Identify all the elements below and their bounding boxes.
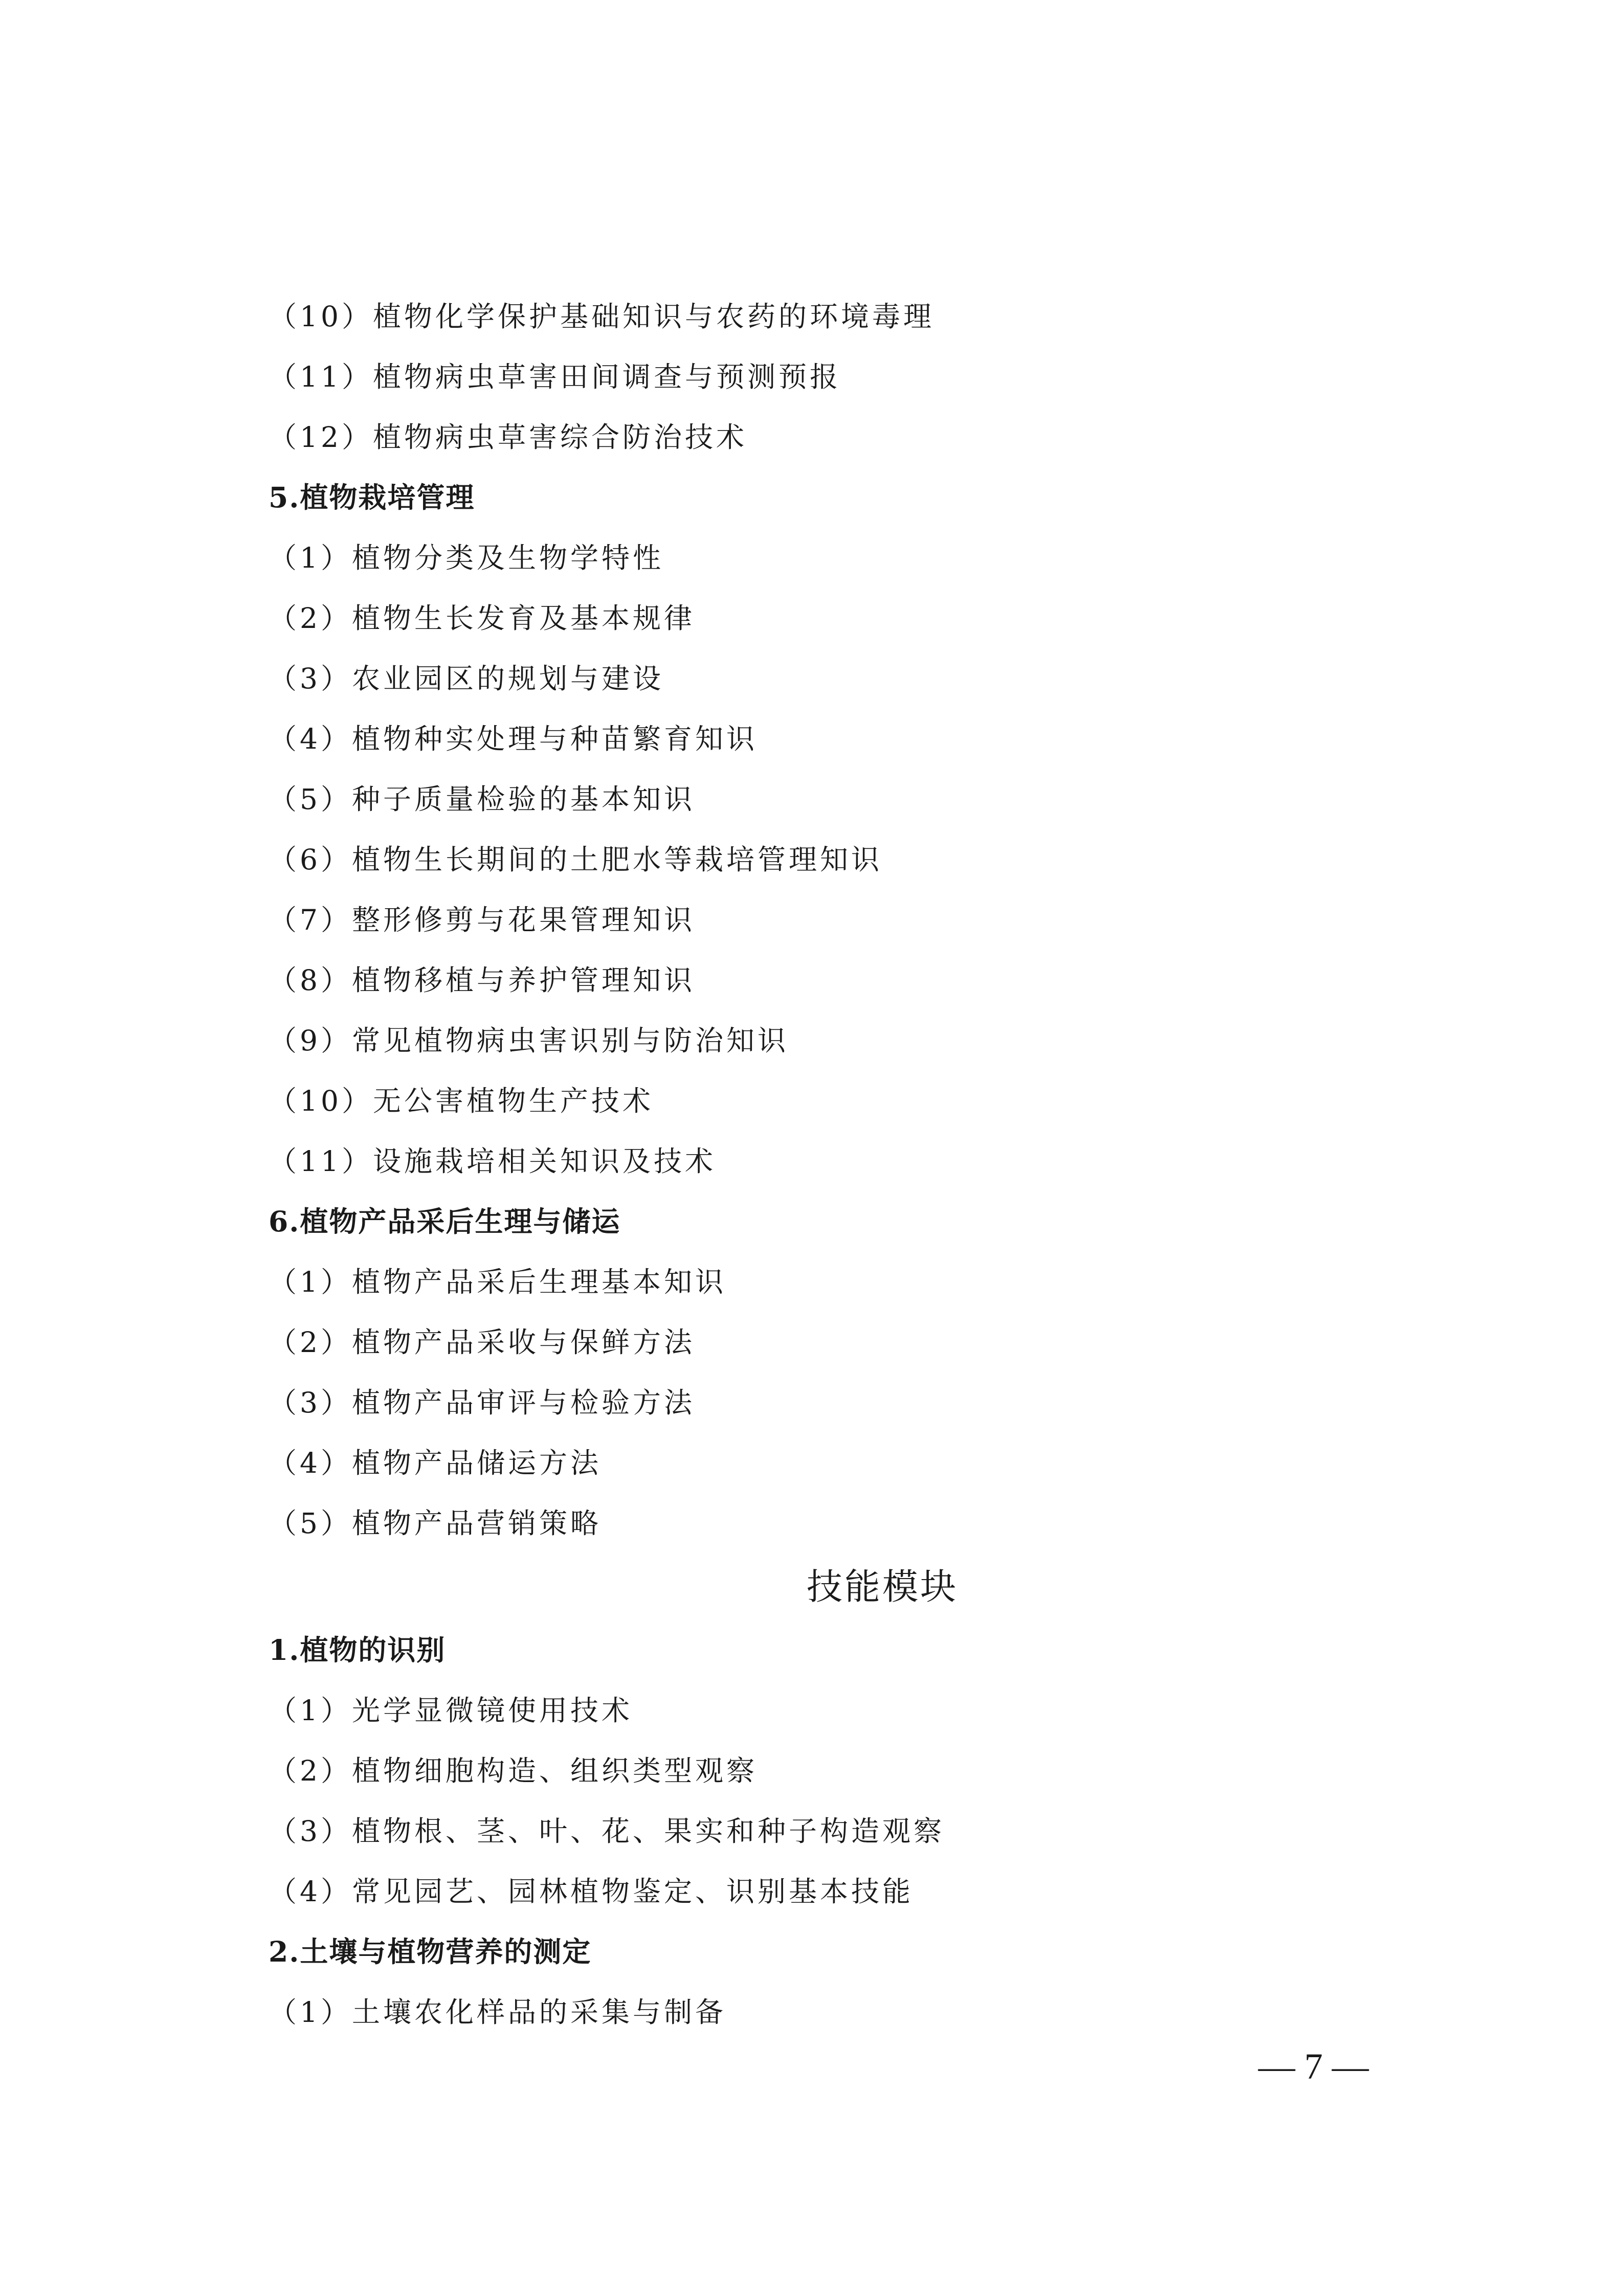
- list-item: （6）植物生长期间的土肥水等栽培管理知识: [269, 843, 882, 876]
- list-item: （5）植物产品营销策略: [269, 1507, 602, 1540]
- section-heading: 1.植物的识别: [269, 1633, 446, 1667]
- module-title: 技能模块: [807, 1566, 958, 1608]
- list-item: （1）土壤农化样品的采集与制备: [269, 1996, 726, 2029]
- page-number: — 7 —: [1258, 2046, 1369, 2087]
- list-item: （3）植物根、茎、叶、花、果实和种子构造观察: [269, 1815, 945, 1848]
- list-item: （2）植物产品采收与保鲜方法: [269, 1326, 695, 1359]
- list-item: （10）植物化学保护基础知识与农药的环境毒理: [269, 300, 935, 333]
- section-heading: 5.植物栽培管理: [269, 481, 475, 514]
- list-item: （3）植物产品审评与检验方法: [269, 1386, 695, 1419]
- list-item: （4）植物产品储运方法: [269, 1447, 602, 1479]
- list-item: （1）植物分类及生物学特性: [269, 542, 664, 574]
- section-heading: 2.土壤与植物营养的测定: [269, 1935, 592, 1968]
- list-item: （2）植物细胞构造、组织类型观察: [269, 1754, 758, 1787]
- list-item: （1）光学显微镜使用技术: [269, 1694, 633, 1727]
- document-body: [269, 286, 1394, 2042]
- list-item: （11）植物病虫草害田间调查与预测预报: [269, 361, 841, 393]
- list-item: （2）植物生长发育及基本规律: [269, 602, 695, 635]
- list-item: （12）植物病虫草害综合防治技术: [269, 421, 747, 454]
- list-item: （7）整形修剪与花果管理知识: [269, 904, 695, 936]
- list-item: （4）植物种实处理与种苗繁育知识: [269, 723, 758, 755]
- section-heading: 6.植物产品采后生理与储运: [269, 1205, 621, 1238]
- list-item: （4）常见园艺、园林植物鉴定、识别基本技能: [269, 1875, 914, 1908]
- list-item: （11）设施栽培相关知识及技术: [269, 1145, 716, 1178]
- list-item: （1）植物产品采后生理基本知识: [269, 1266, 726, 1298]
- list-item: （9）常见植物病虫害识别与防治知识: [269, 1024, 789, 1057]
- list-item: （3）农业园区的规划与建设: [269, 662, 664, 695]
- list-item: （8）植物移植与养护管理知识: [269, 964, 695, 997]
- list-item: （10）无公害植物生产技术: [269, 1085, 654, 1117]
- list-item: （5）种子质量检验的基本知识: [269, 783, 695, 816]
